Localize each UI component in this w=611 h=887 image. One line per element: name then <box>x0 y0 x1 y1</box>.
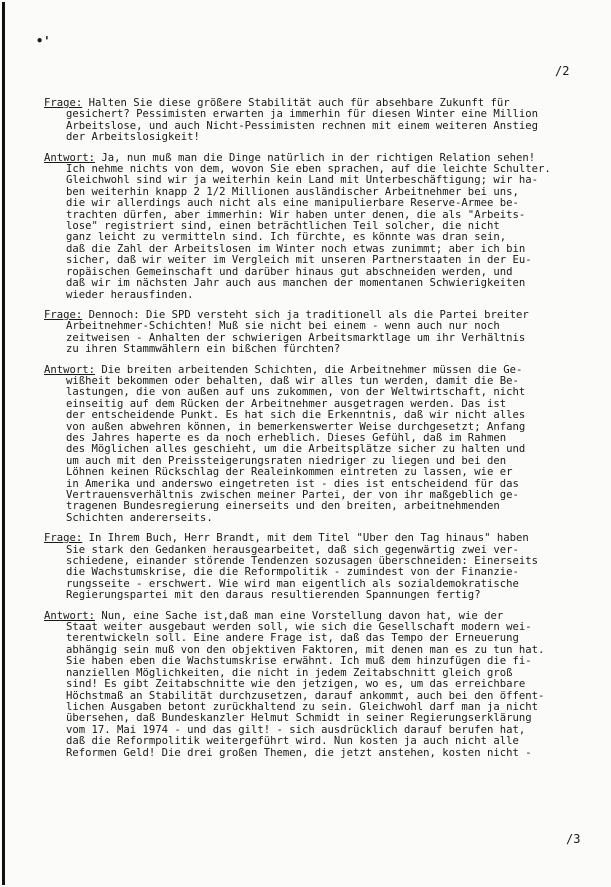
speaker-label: Frage: <box>44 309 83 321</box>
text-line: wißheit bekommen oder behalten, daß wir alles tun werden, damit die Be- <box>66 375 519 387</box>
text-line: zeitweisen - Anhalten der schwierigen Arbeitsmarktlage um ihr Verhältnis <box>66 332 526 344</box>
text-line <box>44 533 604 544</box>
text-line: gesichert? Pessimisten erwarten ja immerhin für diesen Winter eine Million <box>66 109 538 121</box>
page-number-top: /2 <box>555 64 570 78</box>
text-line: Sie haben eben die Wachstumskrise erwähnt. Ich muß dem hinzufügen die fi- <box>66 656 532 668</box>
text-line: Vertrauensverhältnis zwischen meiner Partei, der von ihr maßgeblich ge- <box>66 490 519 501</box>
text-line: Staat weiter ausgebaut werden soll, wie sich die Gesellschaft modern wei- <box>66 622 532 634</box>
text-line: in Amerika und anderswo eingetreten ist - dies ist entscheidend für das <box>66 478 519 490</box>
text-line: der entscheidende Punkt. Es hat sich die Erkenntnis, daß wir nicht alles <box>66 410 526 422</box>
question-block <box>44 533 604 601</box>
text-line: abhängig sein muß von den objektiven Faktoren, mit denen man es zu tun hat. <box>66 644 545 656</box>
text-line: schiedene, einander störende Tendenzen sozusagen überschneiden: Einerseits <box>66 556 538 568</box>
first-line-text: Nun, eine Sache ist,daß man eine Vorstellung davon hat, wie der <box>95 610 504 622</box>
text-line: von außen abwehren können, in bemerkenswerter Weise durchgesetzt; Anfang <box>66 421 526 433</box>
text-line <box>44 365 604 376</box>
text-line: Schichten andererseits. <box>66 512 213 524</box>
first-line-text: Dennoch: Die SPD versteht sich ja traditionell als die Partei breiter <box>82 309 529 321</box>
text-line: tragenen Bundesregierung einerseits und den breiten, arbeitnehmenden <box>66 501 500 513</box>
speaker-label: Frage: <box>44 98 83 109</box>
text-line: lichen Ausgaben betont zurückhaltend zu sein. Gleichwohl darf man ja nicht <box>66 701 538 713</box>
text-line: die Wachstumskrise, die die Reformpolitik - zumindest von der Finanzie- <box>66 567 519 579</box>
text-line: ropäischen Gemeinschaft und darüber hinaus gut abschneiden werden, und <box>66 266 513 278</box>
text-line: zu ihren Stammwählern ein bißchen fürchten? <box>66 344 341 356</box>
text-line: um auch mit den Preissteigerungsraten niedriger zu liegen und bei den <box>66 455 507 467</box>
text-line: daß wir im nächsten Jahr auch aus manchen der momentanen Schwierigkeiten <box>66 278 526 290</box>
text-line: des Möglichen alles geschieht, um die Arbeitsplätze sicher zu halten und <box>66 444 526 456</box>
text-line: vom 17. Mai 1974 - und das gilt! - sich ausdrücklich darauf berufen hat, <box>66 724 526 736</box>
speaker-label: Antwort: <box>44 152 96 164</box>
text-line: sicher, daß wir weiter im Vergleich mit unseren Partnerstaaten in der Eu- <box>66 255 532 267</box>
corner-mark: •' <box>36 34 51 48</box>
text-line: nanziellen Möglichkeiten, die nicht in jedem Zeitabschnitt gleich groß <box>66 667 513 679</box>
text-line <box>44 98 604 109</box>
text-line: wieder herausfinden. <box>66 289 194 301</box>
text-line: Regierungspartei mit den daraus resultierenden Spannungen fertig? <box>66 590 481 602</box>
first-line-text: Die breiten arbeitenden Schichten, die Arbeitnehmer müssen die Ge- <box>95 364 523 376</box>
text-line: der Arbeitslosigkeit! <box>66 132 200 144</box>
text-line: Gleichwohl sind wir ja weiterhin kein Land mit Unterbeschäftigung; wir ha- <box>66 175 538 187</box>
text-line: Löhnen keinen Rückschlag der Realeinkommen eintreten zu lassen, wie er <box>66 467 513 479</box>
text-line: lose" registriert sind, einen beträchtlichen Teil solcher, die nicht <box>66 221 500 233</box>
text-line: ben weiterhin knapp 2 1/2 Millionen ausländischer Arbeitnehmer bei uns, <box>66 186 519 198</box>
question-block <box>44 310 604 356</box>
speaker-label: Frage: <box>44 533 83 545</box>
text-line: rungsseite - erschwert. Wie wird man eigentlich als sozialdemokratische <box>66 578 519 590</box>
text-line: sind! Es gibt Zeitabschnitte wie den jetzigen, wo es, um das erreichbare <box>66 679 526 691</box>
text-line: Sie stark den Gedanken herausgearbeitet, daß sich gegenwärtig zwei ver- <box>66 544 519 556</box>
speaker-label: Antwort: <box>44 364 96 376</box>
text-line: des Jahres haperte es da noch erheblich. Dieses Gefühl, daß im Rahmen <box>66 432 507 444</box>
speaker-label: Antwort: <box>44 610 96 622</box>
text-line: einseitig auf dem Rücken der Arbeitnehmer ausgetragen werden. Das ist <box>66 398 507 410</box>
text-line: Höchstmaß an Stabilität durchzusetzen, darauf ankommt, auch bei den öffent- <box>66 690 545 702</box>
text-line: übersehen, daß Bundeskanzler Helmut Schmidt in seiner Regierungserklärung <box>66 713 532 725</box>
page-number-bottom: /3 <box>566 832 581 846</box>
first-line-text: Ja, nun muß man die Dinge natürlich in der richtigen Relation sehen! <box>95 152 536 164</box>
text-line: Ich nehme nichts von dem, wovon Sie eben sprachen, auf die leichte Schulter. <box>66 164 551 176</box>
text-line <box>44 310 604 321</box>
answer-block <box>44 611 604 759</box>
text-line: daß die Zahl der Arbeitslosen im Winter noch etwas zunimmt; aber ich bin <box>66 243 526 255</box>
text-line <box>44 611 604 622</box>
text-line: Reformen Geld! Die drei großen Themen, die jetzt anstehen, kosten nicht - <box>66 747 532 759</box>
text-line: lastungen, die von außen auf uns zukommen, von der Weltwirtschaft, nicht <box>66 387 526 399</box>
first-line-text: Halten Sie diese größere Stabilität auch für absehbare Zukunft für <box>82 98 510 109</box>
question-block <box>44 98 604 144</box>
text-line: daß die Reformpolitik weitergeführt wird. Nun kosten ja auch nicht alle <box>66 736 519 748</box>
interview-text <box>44 98 604 768</box>
text-line: ganz leicht zu vermitteln sind. Ich fürchte, es könnte was dran sein, <box>66 232 507 244</box>
scan-edge <box>2 2 5 885</box>
answer-block <box>44 365 604 525</box>
text-line: Arbeitnehmer-Schichten! Muß sie nicht bei einem - wenn auch nur noch <box>66 321 500 333</box>
first-line-text: In Ihrem Buch, Herr Brandt, mit dem Titel "Über den Tag hinaus" haben <box>82 533 529 545</box>
text-line: die wir allerdings auch nicht als eine manipulierbare Reserve-Armee be- <box>66 198 519 210</box>
text-line: terentwickeln soll. Eine andere Frage ist, daß das Tempo der Erneuerung <box>66 633 519 645</box>
text-line <box>44 153 604 164</box>
text-line: trachten dürfen, aber immerhin: Wir haben unter denen, die als "Arbeits- <box>66 209 526 221</box>
text-line: Arbeitslose, und auch Nicht-Pessimisten rechnen mit einem weiteren Anstieg <box>66 120 538 132</box>
answer-block <box>44 153 604 301</box>
